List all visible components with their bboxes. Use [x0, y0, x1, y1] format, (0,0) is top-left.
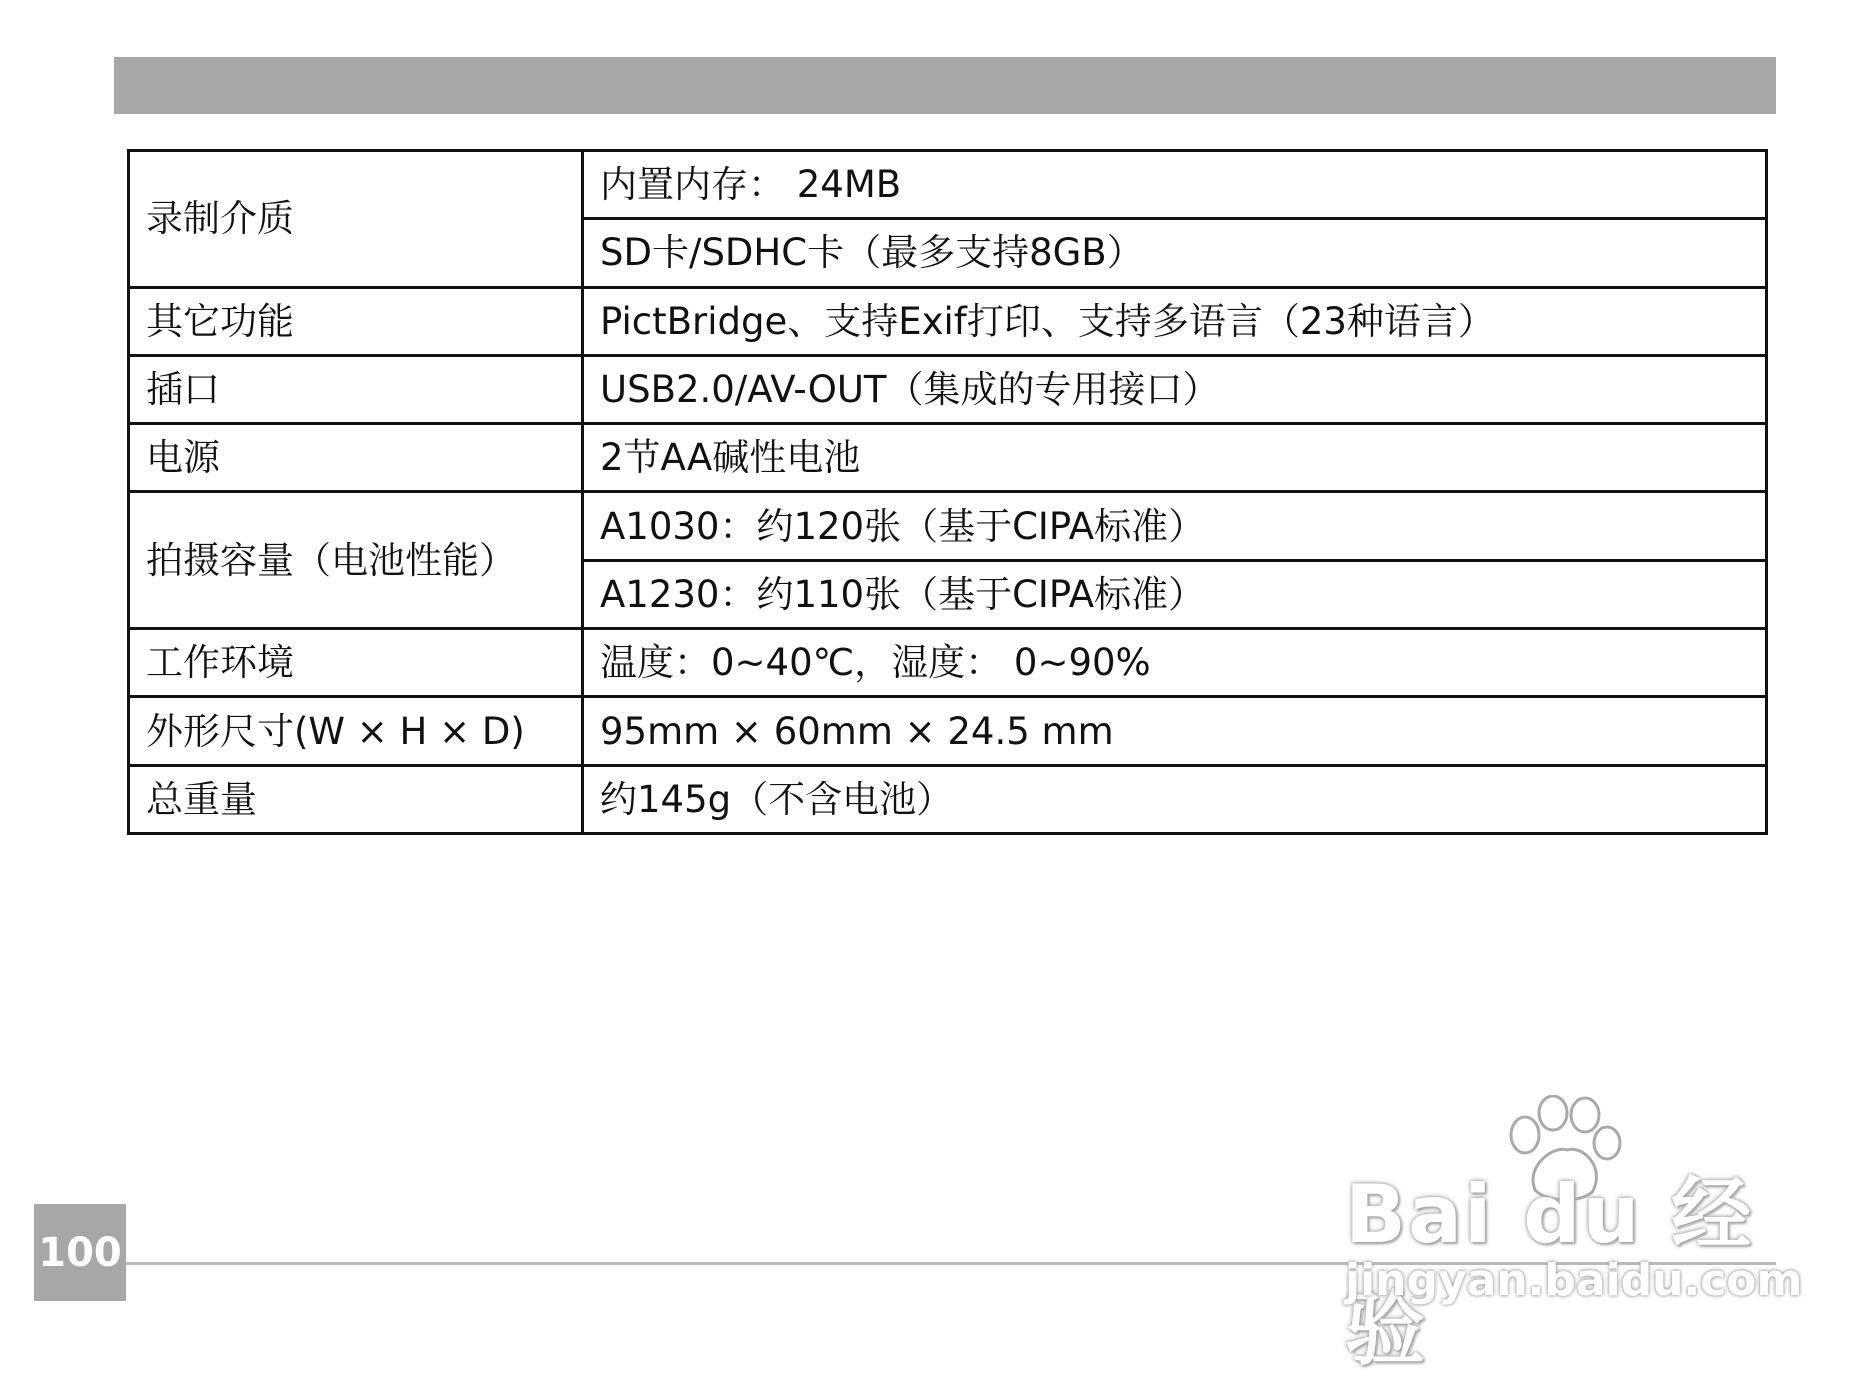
table-row — [129, 355, 1767, 423]
table-row — [129, 765, 1767, 833]
spec-table — [127, 149, 1768, 835]
table-row — [129, 629, 1767, 697]
table-row — [129, 492, 1767, 560]
page-number: 100 — [34, 1204, 126, 1301]
spec-value: A1230：约110张（基于CIPA标准） — [583, 560, 1767, 628]
table-row — [129, 424, 1767, 492]
spec-label-shot-capacity: 拍摄容量（电池性能） — [129, 492, 583, 629]
header-bar — [114, 57, 1776, 114]
watermark-url: jingyan.baidu.com — [1345, 1255, 1803, 1306]
spec-label-operating-env: 工作环境 — [129, 629, 583, 697]
watermark-brand: Bai du 经验 — [1345, 1168, 1754, 1376]
spec-label-recording-media: 录制介质 — [129, 151, 583, 288]
spec-label-weight: 总重量 — [129, 765, 583, 833]
spec-value: SD卡/SDHC卡（最多支持8GB） — [583, 219, 1767, 287]
spec-label-other-functions: 其它功能 — [129, 287, 583, 355]
table-row — [129, 287, 1767, 355]
spec-label-power: 电源 — [129, 424, 583, 492]
table-row — [129, 151, 1767, 219]
spec-label-dimensions: 外形尺寸(W × H × D) — [129, 697, 583, 765]
spec-value: 内置内存： 24MB — [583, 151, 1767, 219]
spec-value: 2节AA碱性电池 — [583, 424, 1767, 492]
spec-value: 95mm × 60mm × 24.5 mm — [583, 697, 1767, 765]
spec-label-ports: 插口 — [129, 355, 583, 423]
spec-value: USB2.0/AV-OUT（集成的专用接口） — [583, 355, 1767, 423]
spec-value: PictBridge、支持Exif打印、支持多语言（23种语言） — [583, 287, 1767, 355]
spec-value: A1030：约120张（基于CIPA标准） — [583, 492, 1767, 560]
watermark — [1345, 1095, 1803, 1376]
spec-value: 约145g（不含电池） — [583, 765, 1767, 833]
table-row — [129, 697, 1767, 765]
spec-value: 温度：0~40℃，湿度： 0~90% — [583, 629, 1767, 697]
